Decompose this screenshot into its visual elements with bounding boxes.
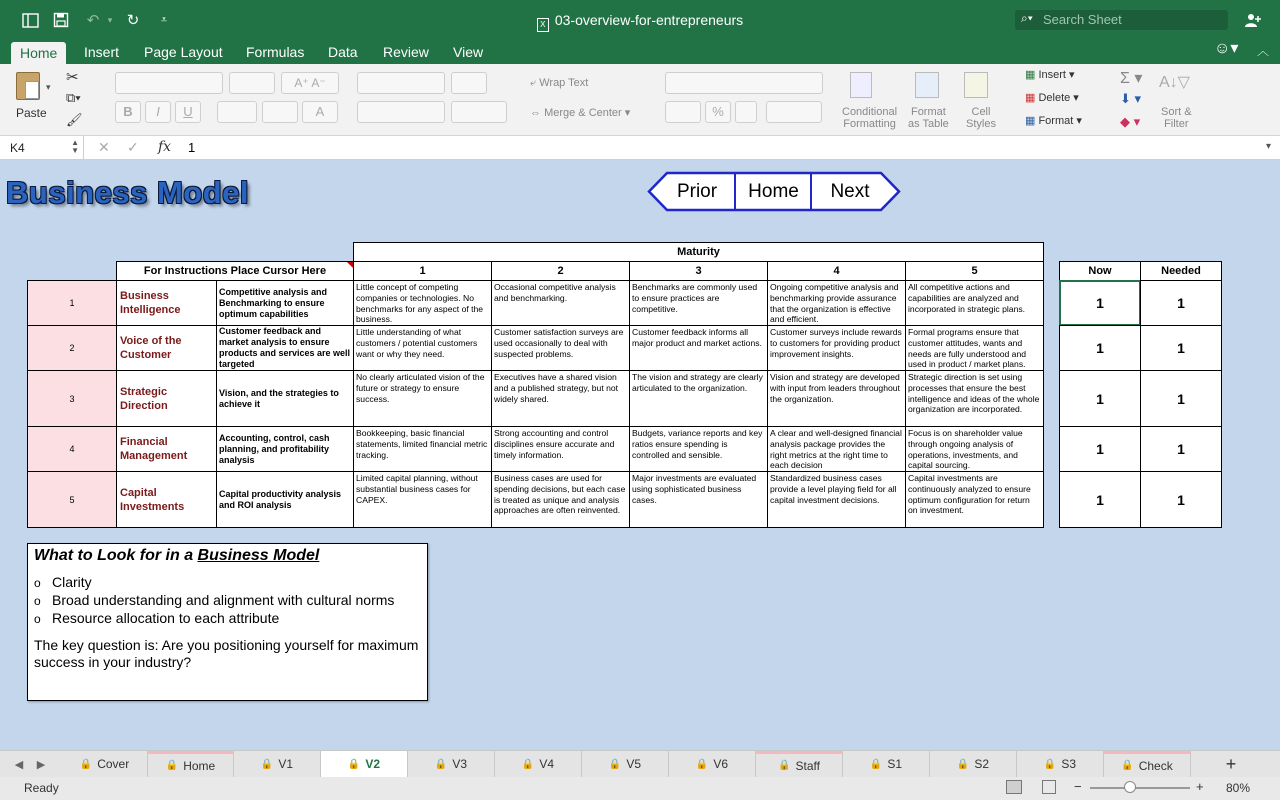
lock-icon: 🔒 [1121,760,1134,771]
add-sheet-icon[interactable]: + [1225,753,1237,774]
share-user-icon[interactable] [1243,10,1263,30]
list-item: o Broad understanding and alignment with cultural norms [34,592,395,608]
level-header: 3 [629,261,768,281]
category-name[interactable]: Capital Investments [116,471,217,528]
prior-button[interactable]: Prior [659,171,735,212]
look-for-list [34,574,421,628]
level-header: 2 [491,261,630,281]
customize-toolbar-icon[interactable]: ⩡ [160,13,168,26]
cancel-icon[interactable]: ✕ [98,139,110,155]
sheet-tab-v3[interactable]: 🔒 V3 [408,751,495,777]
lock-icon: 🔒 [521,758,535,770]
needed-score-cell[interactable]: 1 [1140,426,1222,472]
row-number: 4 [27,426,117,472]
zoom-slider[interactable] [1090,787,1190,789]
maturity-cell[interactable]: Vision and strategy are developed with input from leaders throughout the organization. [767,370,906,427]
paste-dropdown-icon: ▾ [46,82,51,92]
maturity-cell[interactable]: No clearly articulated vision of the future or strategy to ensure success. [353,370,492,427]
now-header: Now [1059,261,1141,281]
maturity-cell[interactable]: Strategic direction is set using processes that ensure the best intelligence and ideas of the whole organization are incorporated. [905,370,1044,427]
maturity-cell[interactable]: Bookkeeping, basic financial statements, limited financial metric tracking. [353,426,492,472]
underline-button[interactable]: U [175,101,201,123]
tab-insert[interactable]: Insert [84,44,120,60]
instructions-header[interactable]: For Instructions Place Cursor Here [116,261,354,281]
page-layout-view-icon[interactable] [1042,780,1056,794]
now-score-cell[interactable]: 1 [1059,370,1141,427]
decimal-group[interactable] [766,101,822,123]
formula-input[interactable]: 1 [188,140,196,155]
fill-color-button[interactable] [262,101,298,123]
category-description[interactable]: Accounting, control, cash planning, and profitability analysis [216,426,354,472]
autosum-icon[interactable]: Σ ▾ [1120,70,1143,87]
paste-label: Paste [16,106,47,120]
key-question: The key question is: Are you positioning yourself for maximum success in your industry? [34,637,419,670]
scroll-tabs-left-icon[interactable]: ◀ [14,758,24,771]
cell-styles-icon [964,72,988,98]
list-item: o Clarity [34,574,92,590]
needed-score-cell[interactable]: 1 [1140,280,1222,326]
tab-view[interactable]: View [453,44,484,60]
name-box[interactable]: K4 ▲ ▼ [0,136,84,160]
sheet-tab-bar [0,750,1280,777]
row-number: 2 [27,325,117,371]
expand-formula-icon[interactable]: ▾ [1266,141,1272,152]
maturity-cell[interactable]: Little understanding of what customers / potential customers want or why they need. [353,325,492,371]
copy-icon[interactable]: ⧉▾ [66,90,81,105]
insert-function-button[interactable]: fx [158,139,172,155]
zoom-slider-handle[interactable] [1124,781,1136,793]
lock-icon: 🔒 [1043,758,1057,770]
lock-icon: 🔒 [434,758,448,770]
italic-button[interactable]: I [145,101,171,123]
normal-view-icon[interactable] [1006,780,1022,794]
sheet-tab-v4[interactable]: 🔒 V4 [495,751,582,777]
zoom-out-icon[interactable]: − [1074,779,1082,794]
format-icon: ▦ [1025,115,1039,127]
borders-button[interactable] [217,101,257,123]
lock-icon: 🔒 [260,758,274,770]
fill-icon[interactable]: ⬇ ▾ [1120,91,1142,106]
lock-icon: 🔒 [869,758,883,770]
smiley-feedback-icon[interactable]: ☺▾ [1214,40,1239,57]
next-button[interactable]: Next [812,171,888,212]
tab-data[interactable]: Data [328,44,358,60]
sheet-tab-v5[interactable]: 🔒 V5 [582,751,669,777]
undo-icon[interactable]: ↶ [86,12,100,29]
now-score-cell[interactable]: 1 [1059,325,1141,371]
maturity-cell[interactable]: Business cases are used for spending decisions, but each case is treated as unique and analysis approaches are often reinvented. [491,471,630,528]
maturity-header: Maturity [353,242,1044,262]
delete-icon: ▦ [1025,92,1039,104]
needed-score-cell[interactable]: 1 [1140,471,1222,528]
excel-file-icon: X [537,18,549,32]
sheet-tab-v2[interactable]: 🔒 V2 [321,751,408,777]
font-name-select[interactable] [115,72,223,94]
indent-group[interactable] [451,101,507,123]
scroll-tabs-right-icon[interactable]: ▶ [36,758,46,771]
tab-formulas[interactable]: Formulas [246,44,305,60]
category-name[interactable]: Business Intelligence [116,280,217,326]
tab-review[interactable]: Review [383,44,429,60]
maturity-cell[interactable]: Focus is on shareholder value through ongoing analysis of operations, investments, and capital sourcing. [905,426,1044,472]
needed-score-cell[interactable]: 1 [1140,370,1222,427]
category-description[interactable]: Capital productivity analysis and ROI analysis [216,471,354,528]
horizontal-align-group[interactable] [357,101,445,123]
what-to-look-for-box[interactable] [27,543,428,701]
page-title: Business Model [6,175,249,210]
status-text: Ready [24,781,59,795]
search-icon: ⌕▾ [1021,11,1033,25]
conditional-formatting-button[interactable]: Conditional Formatting [840,70,902,132]
font-size-select[interactable] [229,72,275,94]
category-description[interactable]: Competitive analysis and Benchmarking to ensure optimum capabilities [216,280,354,326]
maturity-cell[interactable]: All competitive actions and capabilities are analyzed and incorporated in strategic plans. [905,280,1044,326]
maturity-cell[interactable]: Little concept of competing companies or technologies. No benchmarks for any aspect of the business. [353,280,492,326]
document-title: X 03-overview-for-entrepreneurs [0,12,1280,32]
maturity-cell[interactable]: Customer surveys include rewards to customers for providing product improvement insights. [767,325,906,371]
list-item: o Resource allocation to each attribute [34,610,280,626]
now-score-cell-selected[interactable]: 1 [1059,280,1141,326]
category-description[interactable]: Vision, and the strategies to achieve it [216,370,354,427]
vertical-align-group[interactable] [357,72,445,94]
enter-icon[interactable]: ✓ [127,139,139,155]
maturity-cell[interactable]: Occasional competitive analysis and benchmarking. [491,280,630,326]
format-as-table-button[interactable]: Format as Table [905,70,953,132]
currency-button[interactable] [665,101,701,123]
maturity-cell[interactable]: Major investments are evaluated using sophisticated business cases. [629,471,768,528]
insert-cells-button[interactable]: ▦ Insert ▾ [1025,69,1075,81]
row-number: 1 [27,280,117,326]
maturity-cell[interactable]: Limited capital planning, without substantial business cases for CAPEX. [353,471,492,528]
needed-score-cell[interactable]: 1 [1140,325,1222,371]
home-button[interactable]: Home [736,171,811,212]
now-score-cell[interactable]: 1 [1059,471,1141,528]
sheet-tab-s2[interactable]: 🔒 S2 [930,751,1017,777]
tab-home[interactable]: Home [11,42,66,64]
level-header: 1 [353,261,492,281]
number-format-select[interactable] [665,72,823,94]
undo-dropdown-icon[interactable]: ▾ [107,14,113,25]
level-header: 4 [767,261,906,281]
level-header: 5 [905,261,1044,281]
lock-icon: 🔒 [165,760,179,771]
navigation-arrows [647,171,901,212]
format-cells-button[interactable]: ▦ Format ▾ [1025,115,1082,127]
sheet-tab-v6[interactable]: 🔒 V6 [669,751,756,777]
needed-header: Needed [1140,261,1222,281]
lock-icon: 🔒 [79,758,93,770]
redo-icon[interactable]: ↻ [126,12,140,29]
maturity-cell[interactable]: Standardized business cases provide a level playing field for all capital investment decisions. [767,471,906,528]
maturity-cell[interactable]: Capital investments are continuously analyzed to ensure optimum configuration for return on investment. [905,471,1044,528]
orientation-button[interactable] [451,72,487,94]
lock-icon: 🔒 [608,758,622,770]
search-sheet-input[interactable]: ⌕▾ Search Sheet [1015,10,1228,30]
name-box-stepper-icon: ▲ ▼ [71,138,79,155]
maturity-cell[interactable]: Executives have a shared vision and a published strategy, but not widely shared. [491,370,630,427]
merge-center-button[interactable]: ⇔ Merge & Center ▾ [530,107,631,119]
collapse-ribbon-icon[interactable]: ︿ [1257,44,1270,58]
lock-icon: 🔒 [347,758,361,770]
sheet-tab-home[interactable]: 🔒 Home [148,751,234,777]
merge-icon: ⇔ [530,107,545,119]
font-color-button[interactable]: A [302,101,338,123]
zoom-in-icon[interactable]: + [1196,779,1204,794]
insert-icon: ▦ [1025,69,1039,81]
lock-icon: 🔒 [778,760,791,771]
sheet-tab-cover[interactable]: 🔒 Cover [62,751,148,777]
ribbon-tab-bar [0,40,1280,64]
maturity-cell[interactable]: Budgets, variance reports and key ratios ensure spending is controlled and sensible. [629,426,768,472]
percent-button[interactable]: % [705,101,731,123]
ribbon [0,64,1280,136]
maturity-cell[interactable]: A clear and well-designed financial analysis package provides the right metrics at the right time to each decision [767,426,906,472]
sheet-tab-check[interactable]: 🔒 Check [1104,751,1191,777]
cut-icon[interactable]: ✂ [66,69,79,86]
maturity-cell[interactable]: Benchmarks are commonly used to ensure practices are competitive. [629,280,768,326]
cell-styles-button[interactable]: Cell Styles [958,70,1002,132]
clear-icon[interactable]: ◆ ▾ [1120,114,1141,129]
now-score-cell[interactable]: 1 [1059,426,1141,472]
category-name[interactable]: Strategic Direction [116,370,217,427]
row-number: 5 [27,471,117,528]
sheet-tab-s1[interactable]: 🔒 S1 [843,751,930,777]
maturity-cell[interactable]: Formal programs ensure that customer attitudes, wants and needs are fully understood and used in product / market plans. [905,325,1044,371]
clipboard-icon [16,72,40,100]
lock-icon: 🔒 [695,758,709,770]
look-for-heading: What to Look for in a Business Model [34,547,320,564]
category-description[interactable]: Customer feedback and market analysis to ensure products and services are well targeted [216,325,354,371]
sort-filter-button[interactable]: A↓▽ Sort & Filter [1159,74,1192,130]
status-bar [0,777,1280,800]
category-name[interactable]: Financial Management [116,426,217,472]
title-bar [0,0,1280,40]
font-size-grow-shrink[interactable]: A⁺ A⁻ [281,72,339,94]
formula-bar [0,136,1280,160]
lock-icon: 🔒 [956,758,970,770]
zoom-level[interactable]: 80% [1226,781,1251,795]
delete-cells-button[interactable]: ▦ Delete ▾ [1025,92,1079,104]
maturity-cell[interactable]: The vision and strategy are clearly articulated to the organization. [629,370,768,427]
wrap-text-button[interactable]: ⤶ Wrap Text [530,77,589,89]
format-table-icon [915,72,939,98]
sheet-tab-staff[interactable]: 🔒 Staff [756,751,843,777]
maturity-cell[interactable]: Strong accounting and control disciplines ensure accurate and timely information. [491,426,630,472]
tab-page-layout[interactable]: Page Layout [144,44,223,60]
row-number: 3 [27,370,117,427]
bold-button[interactable]: B [115,101,141,123]
comma-style-button[interactable] [735,101,757,123]
category-name[interactable]: Voice of the Customer [116,325,217,371]
maturity-cell[interactable]: Ongoing competitive analysis and benchmarking provide assurance that the organization is effective and efficient. [767,280,906,326]
conditional-formatting-icon [850,72,872,98]
format-painter-icon[interactable]: 🖌 [66,112,83,127]
worksheet-area [0,161,1280,750]
maturity-cell[interactable]: Customer feedback informs all major product and market actions. [629,325,768,371]
sheet-tab-s3[interactable]: 🔒 S3 [1017,751,1104,777]
sheet-tab-v1[interactable]: 🔒 V1 [234,751,321,777]
maturity-cell[interactable]: Customer satisfaction surveys are used occasionally to deal with suspected problems. [491,325,630,371]
wrap-text-icon: ⤶ [530,77,540,89]
paste-button[interactable] [12,68,56,124]
sort-filter-icon: A↓▽ [1159,74,1190,91]
